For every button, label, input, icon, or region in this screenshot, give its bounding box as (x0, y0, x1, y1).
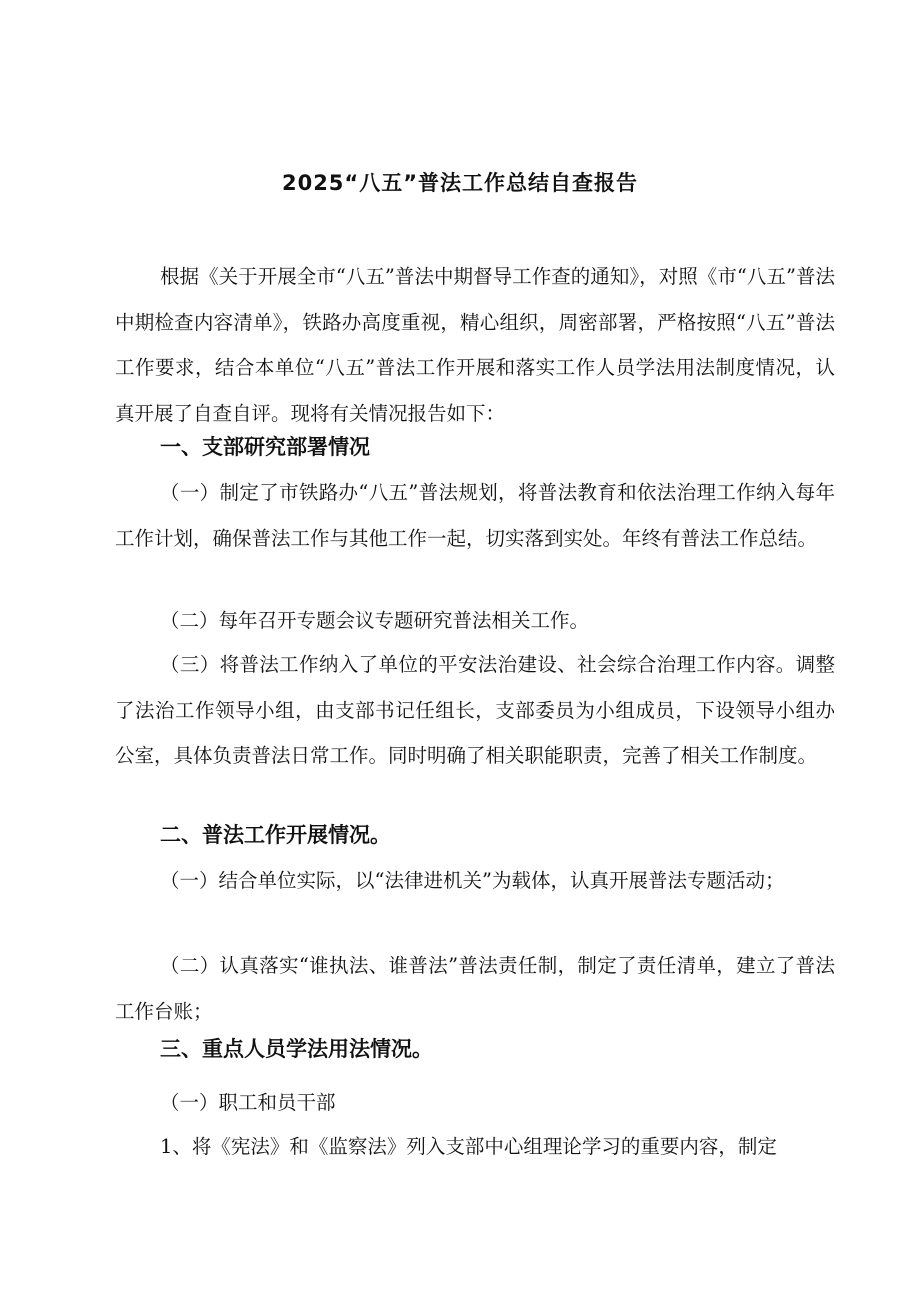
section-2-paragraph-2: （二）认真落实“谁执法、谁普法”普法责任制，制定了责任清单，建立了普法工作台账； (115, 954, 835, 1023)
intro-paragraph: 根据《关于开展全市“八五”普法中期督导工作查的通知》，对照《市“八五”普法中期检查内容清单》，铁路办高度重视，精心组织，周密部署，严格按照“八五”普法工作要求，结合本单位“八五”普法工作开展和落实工作人员学法用法制度情况，认真开展了自查自评。现将有关情况报告如下： (115, 265, 835, 425)
section-heading-1: 一、支部研究部署情况 (160, 435, 370, 459)
section-1-paragraph-1: （一）制定了市铁路办“八五”普法规划，将普法教育和依法治理工作纳入每年工作计划，确保普法工作与其他工作一起，切实落到实处。年终有普法工作总结。 (115, 481, 835, 550)
section-1-paragraph-3: （三）将普法工作纳入了单位的平安法治建设、社会综合治理工作内容。调整了法治工作领导小组，由支部书记任组长，支部委员为小组成员，下设领导小组办公室，具体负责普法日常工作。同时明确了相关职能职责，完善了相关工作制度。 (115, 653, 835, 767)
section-1-paragraph-2: （二）每年召开专题会议专题研究普法相关工作。 (160, 609, 590, 632)
section-heading-2: 二、普法工作开展情况。 (160, 823, 391, 847)
section-heading-3: 三、重点人员学法用法情况。 (160, 1037, 433, 1061)
document-title: 2025“八五”普法工作总结自查报告 (281, 171, 639, 195)
section-2-paragraph-1: （一）结合单位实际，以“法律进机关”为载体，认真开展普法专题活动； (160, 869, 785, 892)
section-3-paragraph-1: （一）职工和员干部 (160, 1091, 336, 1114)
section-3-paragraph-2: 1、将《宪法》和《监察法》列入支部中心组理论学习的重要内容，制定 (160, 1135, 777, 1158)
